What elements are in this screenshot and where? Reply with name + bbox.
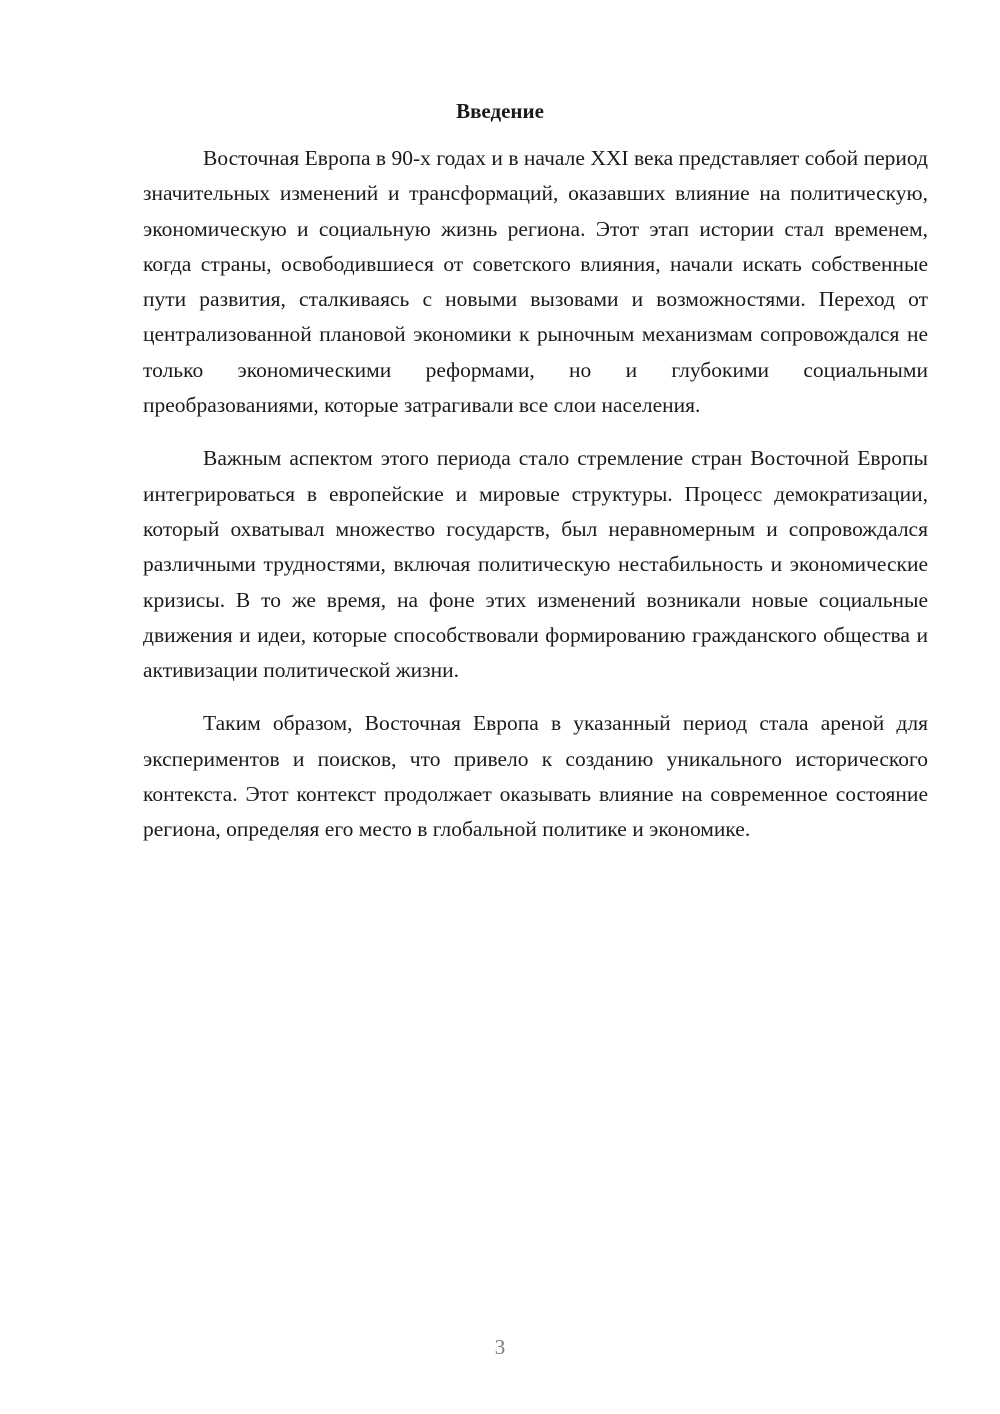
paragraph-1: Восточная Европа в 90-х годах и в начале XXI века представляет собой период значительных изменений и трансформаций, оказавших влияние на политическую, экономическую и социальную жизнь региона. Этот этап истории стал временем, когда страны, освободившиеся от советского влияния, начали искать собственные пути развития, сталкиваясь с новыми вызовами и возможностями. Переход от централизованной плановой экономики к рыночным механизмам сопровождался не только экономическими реформами, но и глубокими социальными преобразованиями, которые затрагивали все слои населения. bbox=[143, 146, 928, 418]
paragraph-3: Таким образом, Восточная Европа в указанный период стала ареной для экспериментов и поисков, что привело к созданию уникального исторического контекста. Этот контекст продолжает оказывать влияние на современное состояние региона, определяя его место в глобальной политике и экономике. bbox=[143, 711, 928, 842]
paragraph-2: Важным аспектом этого периода стало стремление стран Восточной Европы интегрироваться в европейские и мировые структуры. Процесс демократизации, который охватывал множество государств, был неравномерным и сопровождался различными трудностями, включая политическую нестабильность и экономические кризисы. В то же время, на фоне этих изменений возникали новые социальные движения и идеи, которые способствовали формированию гражданского общества и активизации политической жизни. bbox=[143, 446, 928, 683]
document-body bbox=[143, 141, 928, 848]
page-number: 3 bbox=[494, 1335, 506, 1359]
page-title: Введение bbox=[456, 99, 544, 123]
